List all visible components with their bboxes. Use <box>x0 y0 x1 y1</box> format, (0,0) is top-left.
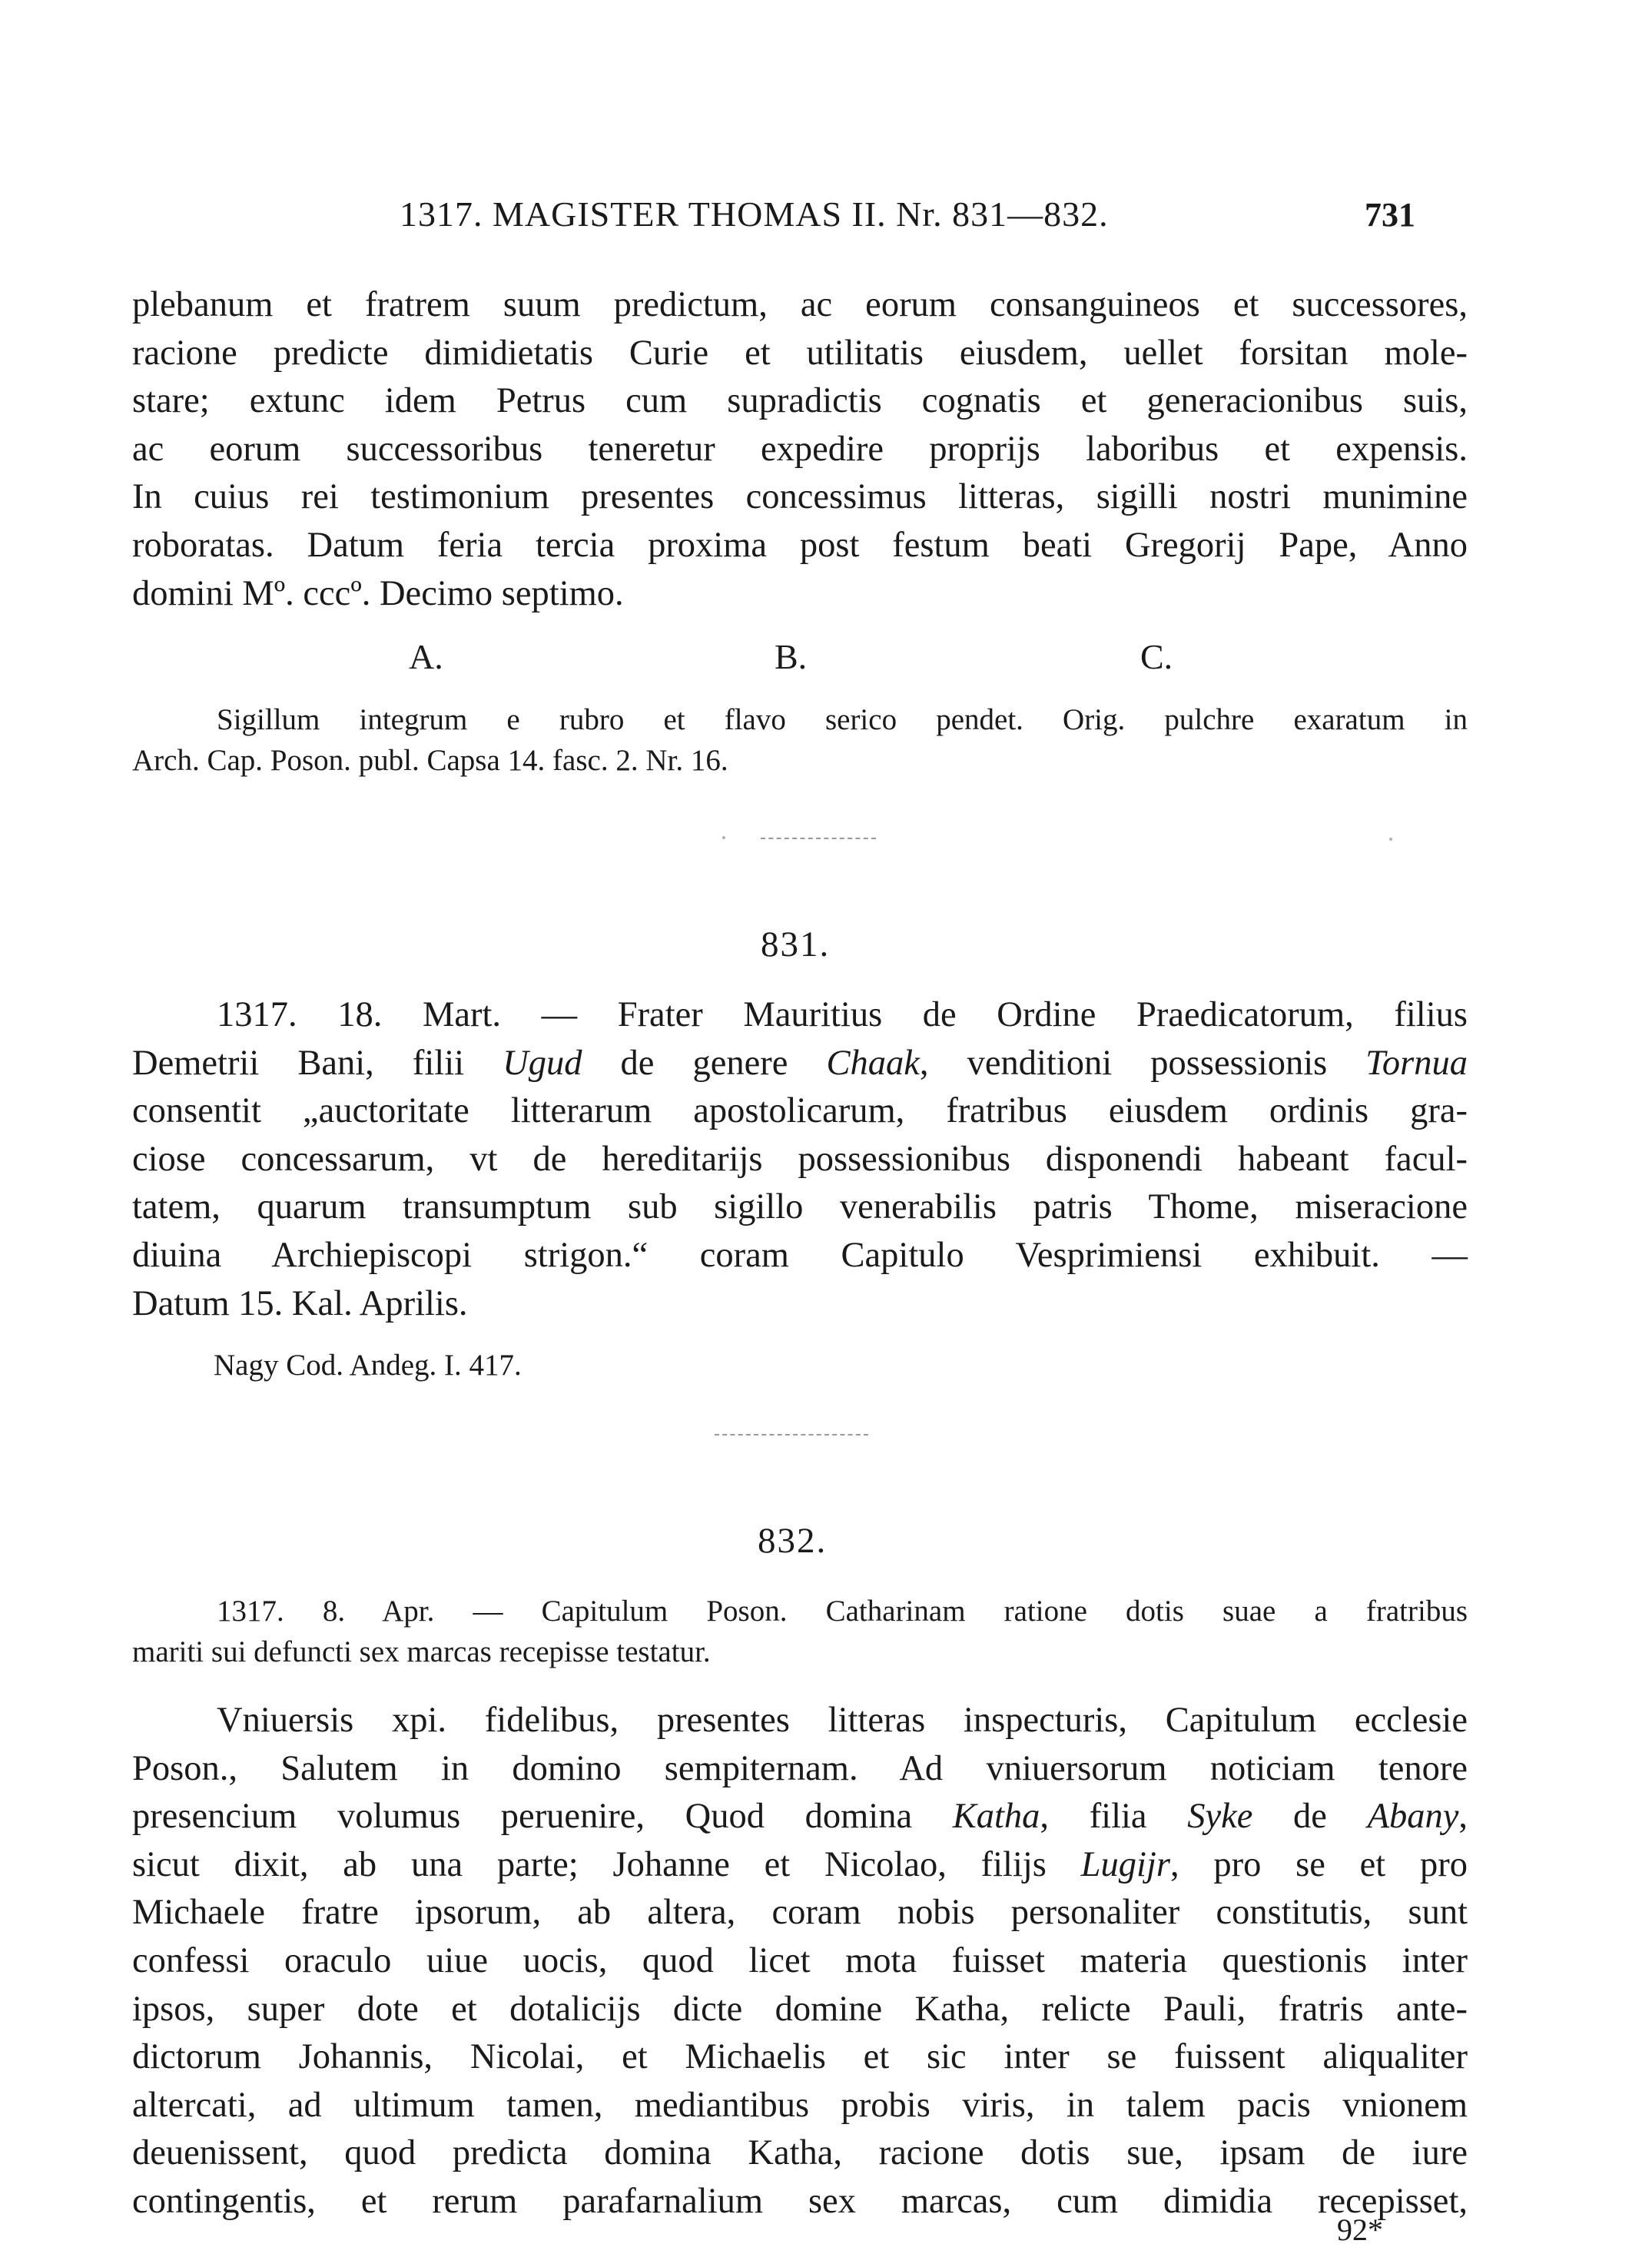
text-line <box>132 1841 1468 1890</box>
text-line <box>132 1793 1468 1841</box>
separator-dot <box>722 836 725 839</box>
separator-line <box>761 838 876 839</box>
personal-name: Ugud <box>503 1043 582 1083</box>
text-line <box>132 1040 1468 1088</box>
document-number: 831. <box>761 924 831 964</box>
text-line: contingentis, et rerum parafarnalium sex marcas, cum dimidia recepisset, <box>132 2181 1468 2221</box>
regest-831 <box>132 991 1468 1328</box>
text-fragment: de <box>1252 1797 1368 1837</box>
genus-name: Chaak <box>826 1043 920 1083</box>
text-fragment: sicut dixit, ab una parte; Johanne et Nicolao, filijs <box>132 1844 1081 1884</box>
text-fragment: presencium volumus peruenire, Quod domina <box>132 1797 953 1837</box>
text-line: tatem, quarum transumptum sub sigillo venerabilis patris Thome, miseracione <box>132 1187 1468 1227</box>
separator-line <box>715 1434 868 1436</box>
page-number: 731 <box>1365 196 1415 234</box>
text-line: roboratas. Datum feria tercia proxima post festum beati Gregorij Pape, Anno <box>132 525 1468 565</box>
personal-name: Syke <box>1187 1797 1253 1837</box>
text-line: diuina Archiepiscopi strigon.“ coram Capitulo Vesprimiensi exhibuit. — <box>132 1235 1468 1275</box>
text-fragment: , filia <box>1040 1797 1188 1837</box>
text-fragment: , pro se et pro <box>1169 1844 1468 1884</box>
seal-note <box>132 699 1468 781</box>
text-line: racione predicte dimidietatis Curie et utilitatis eiusdem, uellet forsitan mole- <box>132 333 1468 373</box>
note-line: Sigillum integrum e rubro et flavo serico pendet. Orig. pulchre exaratum in <box>217 703 1468 736</box>
text-line: stare; extunc idem Petrus cum supradictis cognatis et generacionibus suis, <box>132 381 1468 421</box>
text-line: 1317. 8. Apr. — Capitulum Poson. Catharinam ratione dotis suae a fratribus <box>217 1595 1468 1628</box>
text-line: confessi oraculo uiue uocis, quod licet mota fuisset materia questionis inter <box>132 1940 1468 1980</box>
sheet-signature: 92* <box>1337 2212 1383 2247</box>
separator-dot <box>1389 838 1392 841</box>
text-line: Vniuersis xpi. fidelibus, presentes litteras inspecturis, Capitulum ecclesie <box>217 1701 1468 1740</box>
place-name: Tornua <box>1365 1043 1468 1083</box>
sigla <box>0 636 1652 682</box>
text-line: consentit „auctoritate litterarum apostolicarum, fratribus eiusdem ordinis gra- <box>132 1091 1468 1131</box>
text-line: ciose concessarum, vt de hereditarijs possessionibus disponendi habeant facul- <box>132 1139 1468 1179</box>
text-line: domini Mº. cccº. Decimo septimo. <box>132 573 624 613</box>
text-line: dictorum Johannis, Nicolai, et Michaelis et sic inter se fuissent aliqualiter <box>132 2037 1468 2077</box>
summary-832 <box>132 1591 1468 1672</box>
place-name: Abany <box>1367 1797 1459 1837</box>
continuation-text <box>132 281 1468 618</box>
text-line: deuenissent, quod predicta domina Katha, racione dotis sue, ipsam de iure <box>132 2133 1468 2173</box>
text-line: ac eorum successoribus teneretur expedire proprijs laboribus et expensis. <box>132 429 1468 469</box>
text-fragment: , venditioni possessionis <box>919 1043 1366 1083</box>
text-line: plebanum et fratrem suum predictum, ac eorum consanguineos et successores, <box>132 285 1468 324</box>
text-fragment: Demetrii Bani, filii <box>132 1043 503 1083</box>
siglum-c: C. <box>1140 637 1173 676</box>
running-head: 1317. MAGISTER THOMAS II. Nr. 831—832. <box>400 194 1109 234</box>
text-fragment: , <box>1458 1797 1468 1837</box>
document-number: 832. <box>758 1521 828 1561</box>
text-line: altercati, ad ultimum tamen, mediantibus probis viris, in talem pacis vnionem <box>132 2085 1468 2125</box>
siglum-b: B. <box>775 637 808 676</box>
source-reference: Nagy Cod. Andeg. I. 417. <box>214 1349 522 1382</box>
text-line: Michaele fratre ipsorum, ab altera, coram nobis personaliter constitutis, sunt <box>132 1893 1468 1933</box>
text-line: mariti sui defuncti sex marcas recepisse testatur. <box>132 1635 711 1668</box>
siglum-a: A. <box>409 637 443 676</box>
text-fragment: de genere <box>582 1043 827 1083</box>
text-line: Poson., Salutem in domino sempiternam. Ad vniuersorum noticiam tenore <box>132 1748 1468 1788</box>
text-line: ipsos, super dote et dotalicijs dicte domine Katha, relicte Pauli, fratris ante- <box>132 1989 1468 2029</box>
personal-name: Katha <box>952 1797 1040 1837</box>
note-line: Arch. Cap. Poson. publ. Capsa 14. fasc. 2. Nr. 16. <box>132 744 728 777</box>
personal-name: Lugijr <box>1080 1844 1170 1884</box>
charter-text-832 <box>132 1697 1468 2226</box>
text-line: In cuius rei testimonium presentes concessimus litteras, sigilli nostri munimine <box>132 477 1468 517</box>
text-line: Datum 15. Kal. Aprilis. <box>132 1283 468 1323</box>
text-line: 1317. 18. Mart. — Frater Mauritius de Ordine Praedicatorum, filius <box>217 995 1468 1034</box>
